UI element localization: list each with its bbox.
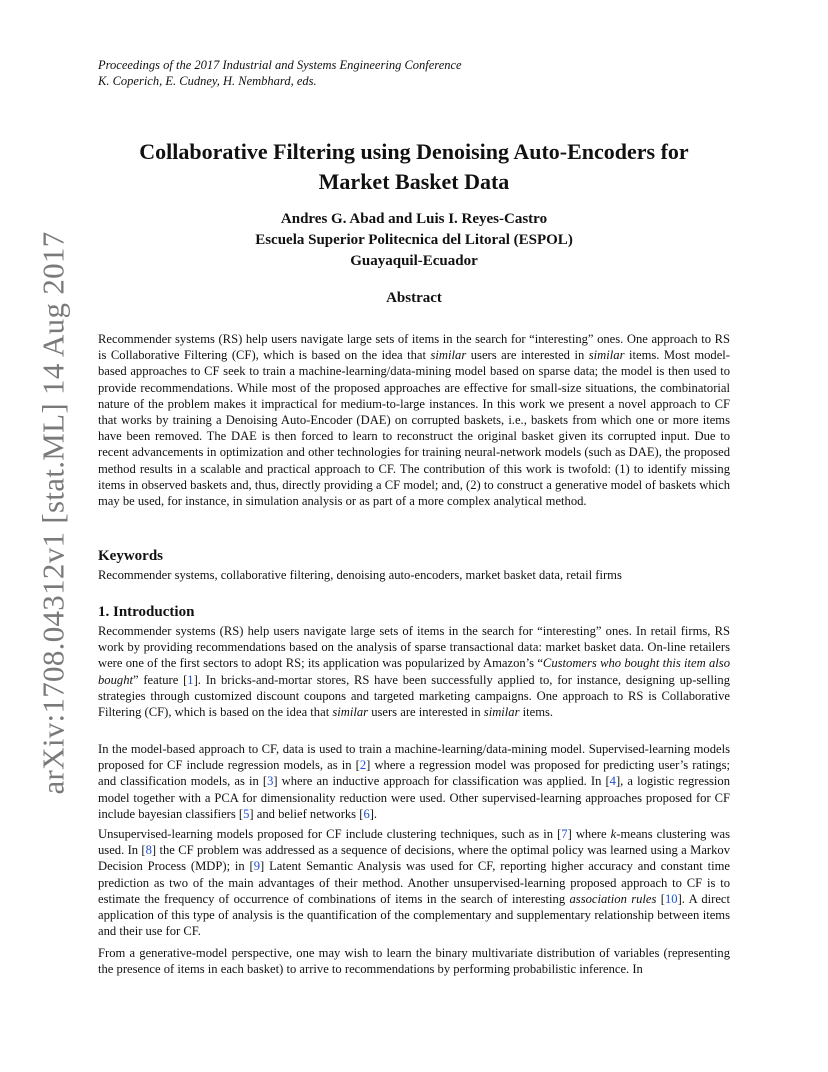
title-line-2: Market Basket Data bbox=[318, 169, 510, 194]
citation-link[interactable]: 2 bbox=[359, 758, 367, 773]
text-run: Recommender systems (RS) help users navigate large sets of items in the search for “interesting” ones. In retail firms, RS work by providing recommendations based on the analysis of sparse transactional data: market basket data. On-line retailers were one of the first sectors to adopt RS; its application was popularized by Amazon’s “ bbox=[98, 624, 730, 671]
text-run: -means clustering was used. In [ bbox=[98, 827, 730, 858]
emphasis: similar bbox=[483, 705, 520, 720]
abstract-heading: Abstract bbox=[386, 290, 442, 306]
text-run: ] where an inductive approach for classification was applied. In [ bbox=[273, 774, 610, 789]
emphasis: association rules bbox=[569, 891, 657, 906]
emphasis: Customers who bought this item also bought bbox=[98, 656, 730, 687]
citation-link[interactable]: 10 bbox=[664, 891, 678, 906]
text-run: ]. bbox=[369, 806, 378, 821]
author-names: Andres G. Abad and Luis I. Reyes-Castro bbox=[280, 211, 548, 227]
abstract-body bbox=[98, 331, 730, 509]
text-run: ], a logistic regression model together with a PCA for dimensionality reduction were used. Other supervised-learning approaches proposed for CF include bayesian classifiers [ bbox=[98, 774, 730, 821]
abstract-paragraph bbox=[98, 331, 730, 509]
paper-title bbox=[98, 137, 730, 197]
text-run: In the model-based approach to CF, data is used to train a machine-learning/data-mining model. Supervised-learning models proposed for CF include regression models, as in [ bbox=[98, 742, 730, 773]
arxiv-stamp bbox=[36, 231, 72, 795]
proceedings-line: Proceedings of the 2017 Industrial and Systems Engineering Conference bbox=[98, 58, 462, 72]
text-run: items. Most model-based approaches to CF seek to train a machine-learning/data-mining model based on sparse data; the model is then used to provide recommendations. While most of the proposed approaches are effective for small-size situations, the combinatorial nature of the problem makes it impractical for medium-to-large instances. In this work we present a novel approach to CF that works by training a Denoising Auto-Encoder (DAE) on corrupted baskets, i.e., baskets from which one or more items have been removed. The DAE is then forced to learn to reconstruct the original basket given its corrupted input. Due to recent advancements in optimization and other technologies for training neural-network models (such as DAE), the proposed method results in a scalable and practical approach to CF. The contribution of this work is twofold: (1) to identify missing items in observed baskets and, thus, directly providing a CF model; and, (2) to construct a generative model of baskets which may be used, for instance, in simulation analysis or as part of a more complex analytical method. bbox=[98, 348, 731, 509]
text-run: ” feature [ bbox=[132, 672, 188, 687]
citation-link[interactable]: 9 bbox=[253, 859, 261, 874]
text-run: Unsupervised-learning models proposed for CF include clustering techniques, such as in [ bbox=[98, 827, 562, 841]
text-run: ] Latent Semantic Analysis was used for CF, reporting higher accuracy and constant time prediction as two of the main advantages of their method. Another unsupervised-learning proposed approach to CF is to estimate the frequency of occurrence of combinations of items in the search of interesting bbox=[98, 859, 730, 906]
title-line-1: Collaborative Filtering using Denoising Auto-Encoders for bbox=[139, 139, 689, 164]
intro-paragraph-4 bbox=[98, 945, 730, 977]
text-run: ] where a regression model was proposed for predicting user’s ratings; and classification models, as in [ bbox=[98, 758, 731, 789]
author-location: Guayaquil-Ecuador bbox=[350, 253, 478, 269]
text-run: items. bbox=[519, 705, 554, 720]
text-run: From a generative-model perspective, one may wish to learn the binary multivariate distribution of variables (representing the presence of items in each basket) to arrive to recommendations by performing probabilistic inference. In bbox=[98, 946, 730, 977]
text-run: users are interested in bbox=[368, 705, 484, 720]
emphasis: k bbox=[610, 827, 617, 841]
citation-link[interactable]: 1 bbox=[187, 672, 194, 687]
intro-paragraph-2 bbox=[98, 741, 730, 822]
introduction-heading: 1. Introduction bbox=[98, 604, 195, 620]
editors-line: K. Coperich, E. Cudney, H. Nembhard, eds. bbox=[98, 74, 317, 88]
citation-link[interactable]: 4 bbox=[609, 774, 616, 789]
citation-link[interactable]: 5 bbox=[243, 806, 250, 821]
text-run: [ bbox=[656, 891, 665, 906]
citation-link[interactable]: 3 bbox=[267, 774, 274, 789]
text-run: ]. A direct application of this type of analysis is the quantification of the complementary and supplementary relationship between items and their use for CF. bbox=[98, 891, 731, 939]
citation-link[interactable]: 8 bbox=[145, 843, 152, 858]
arxiv-id: arXiv:1708.04312v1 [stat.ML] 14 Aug 2017 bbox=[36, 231, 72, 795]
keywords-text: Recommender systems, collaborative filtering, denoising auto-encoders, market basket data, retail firms bbox=[98, 568, 622, 582]
intro-paragraph-3 bbox=[98, 826, 730, 939]
author-affiliation: Escuela Superior Politecnica del Litoral (ESPOL) bbox=[255, 232, 573, 248]
author-block bbox=[98, 209, 730, 272]
intro-paragraph-1 bbox=[98, 623, 730, 720]
keywords-heading: Keywords bbox=[98, 548, 163, 564]
text-run: ] and belief networks [ bbox=[249, 806, 364, 821]
text-run: ]. In bricks-and-mortar stores, RS have been successfully applied to, for instance, designing up-selling strategies through customized discount coupons and targeted marketing campaigns. One approach to RS is Collaborative Filtering (CF), which is based on the idea that bbox=[98, 672, 730, 720]
text-run: Recommender systems (RS) help users navigate large sets of items in the search for “interesting” ones. One approach to RS is Collaborative Filtering (CF), which is based on the idea that bbox=[98, 332, 730, 363]
proceedings-header bbox=[98, 57, 462, 89]
emphasis: similar bbox=[588, 348, 625, 363]
text-run: ] the CF problem was addressed as a sequence of decisions, where the optimal policy was learned using a Markov Decision Process (MDP); in [ bbox=[98, 843, 730, 874]
text-run: ] where bbox=[567, 827, 611, 841]
emphasis: similar bbox=[332, 705, 369, 720]
citation-link[interactable]: 7 bbox=[561, 827, 568, 841]
emphasis: similar bbox=[430, 348, 467, 363]
citation-link[interactable]: 6 bbox=[363, 806, 370, 821]
text-run: users are interested in bbox=[466, 348, 589, 363]
